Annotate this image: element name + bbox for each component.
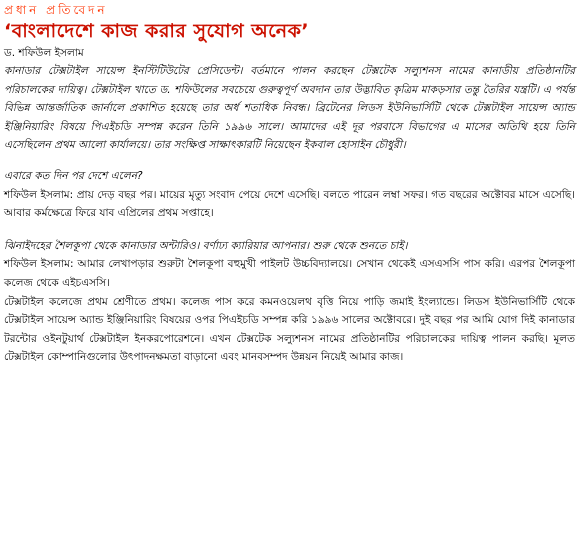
interview-answer-2: শফিউল ইসলাম: আমার লেখাপড়ার শুরুটা শৈলকূপা বহুমুখী পাইলট উচ্চবিদ্যালয়ে। সেখান থেকেই এসএসসি পাস করি। এরপর শৈলকূপা কলেজ থেকে এইচএসসি। (4, 258, 575, 289)
interview-answer-2-continued: টেক্সটাইল কলেজে প্রথম শ্রেণীতে প্রথম। কলেজ পাস করে কমনওয়েলথ বৃত্তি নিয়ে পাড়ি জমাই ইংল্যান্ডে। লিডস ইউনিভার্সিটি থেকে টেক্সটাইল সায়েন্স অ্যান্ড ইঞ্জিনিয়ারিং বিষয়ের ওপর পিএইচডি সম্পন্ন করি ১৯৯৬ সালের অক্টোবরে। দুই বছর পর আমি যোগ দিই কানাডার টরন্টোর ওইনটুয়ার্থ টেক্সটাইল ইনকরপোরেশনে। এখন টেক্সটেক সল্যুশনস নামের প্রতিষ্ঠানটির পরিচালকের দায়িত্ব পালন করছি। মূলত টেক্সটাইল কোম্পানিগুলোর উৎপাদনক্ষমতা বাড়ানো এবং মানবসম্পদ উন্নয়ন নিয়েই আমার কাজ। (4, 295, 575, 364)
article-byline: ড. শফিউল ইসলাম (4, 47, 84, 59)
interview-question-2: ঝিনাইদহের শৈলকূপা থেকে কানাডার অন্টারিও। বর্ণাঢ্য ক্যারিয়ার আপনার। শুরু থেকে শুনতে চাই। (4, 239, 408, 252)
interview-question-1: এবারে কত দিন পর দেশে এলেন? (4, 169, 143, 182)
intro-paragraph: কানাডার টেক্সটাইল সায়েন্স ইনস্টিটিউটের প্রেসিডেন্ট। বর্তমানে পালন করছেন টেক্সটেক সল্যুশনস নামের কানাডীয় প্রতিষ্ঠানটির পরিচালকের দায়িত্ব। টেক্সটাইল খাতে ড. শফিউলের সবচেয়ে গুরুত্বপূর্ণ অবদান তার উদ্ভাবিত কৃত্রিম মাকড়সার তন্তু তৈরির যন্ত্রটি। এ পর্যন্ত বিভিন্ন আন্তর্জাতিক জার্নালে প্রকাশিত হয়েছে তার অর্ধ শতাধিক নিবন্ধ। ব্রিটেনের লিডস ইউনিভার্সিটি থেকে টেক্সটাইল সায়েন্স অ্যান্ড ইঞ্জিনিয়ারিং বিষয়ে পিএইচডি সম্পন্ন করেন তিনি ১৯৯৬ সালে। আমাদের এই দূর পরবাসে বিভাগের এ মাসের অতিথি হয়ে তিনি এসেছিলেন প্রথম আলো কার্যালয়ে। তার সংক্ষিপ্ত সাক্ষাৎকারটি নিয়েছেন ইকবাল হোসাইন চৌধুরী। (4, 65, 575, 152)
article-headline: ‘বাংলাদেশে কাজ করার সুযোগ অনেক’ (4, 20, 310, 42)
section-kicker: প্রধান প্রতিবেদন (4, 3, 108, 17)
interview-answer-1: শফিউল ইসলাম: প্রায় দেড় বছর পর। মায়ের মৃত্যু সংবাদ পেয়ে দেশে এসেছি। বলতে পারেন লম্বা সফর। গত বছরের অক্টোবর মাসে এসেছি। আবার কর্মক্ষেত্রে ফিরে যাব এপ্রিলের প্রথম সপ্তাহে। (4, 188, 575, 220)
